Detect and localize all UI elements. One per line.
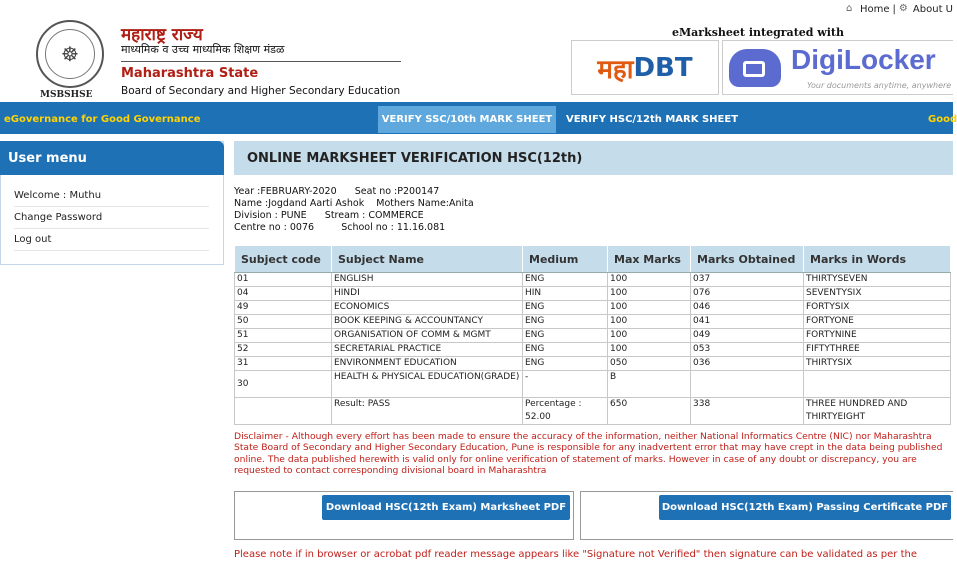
cell-marks-in-words: FORTYONE	[804, 315, 951, 329]
info-name: Name :Jogdand Aarti Ashok Mothers Name:Anita	[234, 198, 474, 209]
cell-marks-obtained	[691, 371, 804, 398]
digilocker-tagline: Your documents anytime, anywhere	[807, 81, 952, 90]
cell-subject-name: ENVIRONMENT EDUCATION	[332, 357, 523, 371]
marathi-subtitle: माध्यमिक व उच्च माध्यमिक शिक्षण मंडळ	[121, 43, 285, 56]
col-subject-code: Subject code	[235, 246, 332, 273]
sidebar-item-logout[interactable]: Log out	[14, 230, 209, 251]
cell-subject-code: 50	[235, 315, 332, 329]
cell-marks-in-words: FORTYSIX	[804, 301, 951, 315]
cell-subject-code: 31	[235, 357, 332, 371]
cell-medium: -	[523, 371, 608, 398]
cell-subject-name: ECONOMICS	[332, 301, 523, 315]
cell-marks-obtained: 053	[691, 343, 804, 357]
col-max-marks: Max Marks	[608, 246, 691, 273]
cell-subject-name: SECRETARIAL PRACTICE	[332, 343, 523, 357]
cell-marks-obtained: 076	[691, 287, 804, 301]
info-year-seat: Year :FEBRUARY-2020 Seat no :P200147	[234, 186, 440, 197]
disclaimer-text: Disclaimer - Although every effort has been made to ensure the accuracy of the information, neither National Informatics Centre (NIC) nor Maharashtra State Board of Secondary and Higher Secondary Education, Pune is responsible for any inadvertent error that may have crept in the data being published online. The data published herewith is valid only for online verification of statement of marks. However in case of any doubt or discrepancy, you are requested to contact corresponding divisional board in Maharashtra	[234, 431, 943, 476]
cell-subject-name: ENGLISH	[332, 273, 523, 287]
cell-subject-code: 49	[235, 301, 332, 315]
top-links	[846, 0, 953, 18]
home-link[interactable]: Home	[860, 3, 890, 15]
cell-medium: ENG	[523, 301, 608, 315]
table-row	[235, 343, 951, 357]
result-cell-subject-name: Result: PASS	[332, 398, 523, 425]
table-row	[235, 301, 951, 315]
cell-medium: HIN	[523, 287, 608, 301]
digilocker-wordmark: DigiLocker	[791, 44, 936, 75]
cell-medium: ENG	[523, 329, 608, 343]
cell-marks-obtained: 037	[691, 273, 804, 287]
col-marks-obtained: Marks Obtained	[691, 246, 804, 273]
cell-subject-code: 04	[235, 287, 332, 301]
board-seal-logo	[36, 20, 104, 88]
cell-subject-name: HINDI	[332, 287, 523, 301]
nav-slogan-right: Good	[928, 114, 957, 125]
table-header-row	[235, 246, 951, 273]
about-link[interactable]: About U	[912, 3, 953, 15]
cell-marks-in-words	[804, 371, 951, 398]
digilocker-logo[interactable]	[722, 40, 953, 95]
header-divider	[121, 61, 401, 62]
table-row	[235, 357, 951, 371]
cell-marks-in-words: SEVENTYSIX	[804, 287, 951, 301]
download-marksheet-button[interactable]: Download HSC(12th Exam) Marksheet PDF	[322, 495, 570, 520]
download-certificate-button[interactable]: Download HSC(12th Exam) Passing Certificate PDF	[659, 495, 951, 520]
cell-medium: ENG	[523, 343, 608, 357]
page-title: ONLINE MARKSHEET VERIFICATION HSC(12th)	[234, 141, 953, 175]
cell-subject-code: 30	[235, 371, 332, 398]
table-row	[235, 287, 951, 301]
cell-max-marks: 050	[608, 357, 691, 371]
seal-caption: MSBSHSE	[40, 90, 93, 100]
result-cell-marks-in-words: THREE HUNDRED AND THIRTYEIGHT	[804, 398, 951, 425]
cell-max-marks: 100	[608, 329, 691, 343]
cell-marks-in-words: THIRTYSEVEN	[804, 273, 951, 287]
cell-marks-obtained: 036	[691, 357, 804, 371]
col-marks-in-words: Marks in Words	[804, 246, 951, 273]
cell-marks-in-words: FIFTYTHREE	[804, 343, 951, 357]
sidebar-item-change-password[interactable]: Change Password	[14, 208, 209, 229]
mahadbt-logo-part2: DBT	[633, 52, 693, 83]
emarksheet-caption: eMarksheet integrated with	[672, 26, 845, 39]
cell-subject-code: 51	[235, 329, 332, 343]
cell-max-marks: 100	[608, 301, 691, 315]
result-cell-subject-code	[235, 398, 332, 425]
english-subtitle: Board of Secondary and Higher Secondary Education	[121, 85, 401, 97]
cell-max-marks: 100	[608, 315, 691, 329]
tab-verify-ssc[interactable]: VERIFY SSC/10th MARK SHEET	[378, 106, 556, 133]
cell-subject-name: BOOK KEEPING & ACCOUNTANCY	[332, 315, 523, 329]
result-cell-marks-obtained: 338	[691, 398, 804, 425]
result-cell-max-marks: 650	[608, 398, 691, 425]
cell-max-marks: B	[608, 371, 691, 398]
cell-marks-obtained: 049	[691, 329, 804, 343]
cell-marks-in-words: THIRTYSIX	[804, 357, 951, 371]
info-centre-school: Centre no : 0076 School no : 11.16.081	[234, 222, 446, 233]
signature-note: Please note if in browser or acrobat pdf reader message appears like "Signature not Verified" then signature can be validated as per the	[234, 549, 918, 560]
top-links-separator: |	[892, 3, 896, 15]
cell-marks-in-words: FORTYNINE	[804, 329, 951, 343]
result-cell-medium: Percentage : 52.00	[523, 398, 608, 425]
cell-medium: ENG	[523, 315, 608, 329]
info-division-stream: Division : PUNE Stream : COMMERCE	[234, 210, 424, 221]
home-icon: ⌂	[846, 3, 853, 14]
table-row	[235, 371, 951, 398]
mahadbt-logo-part1: महा	[597, 54, 634, 85]
user-menu-title: User menu	[0, 141, 224, 175]
cell-max-marks: 100	[608, 287, 691, 301]
cell-subject-name: ORGANISATION OF COMM & MGMT	[332, 329, 523, 343]
cell-subject-code: 01	[235, 273, 332, 287]
cell-medium: ENG	[523, 357, 608, 371]
cell-subject-name: HEALTH & PHYSICAL EDUCATION(GRADE)	[332, 371, 523, 398]
mahadbt-logo[interactable]	[571, 40, 719, 95]
table-row	[235, 315, 951, 329]
cell-marks-obtained: 041	[691, 315, 804, 329]
cell-max-marks: 100	[608, 343, 691, 357]
seal-emblem-icon: ☸	[45, 29, 95, 79]
marathi-title: महाराष्ट्र राज्य	[121, 25, 203, 45]
cell-max-marks: 100	[608, 273, 691, 287]
col-subject-name: Subject Name	[332, 246, 523, 273]
digilocker-cloud-icon	[729, 49, 781, 87]
tab-verify-hsc[interactable]: VERIFY HSC/12th MARK SHEET	[565, 114, 739, 125]
marks-table	[234, 245, 951, 425]
sidebar-item-welcome: Welcome : Muthu	[14, 186, 209, 207]
cell-subject-code: 52	[235, 343, 332, 357]
english-title: Maharashtra State	[121, 66, 259, 81]
cell-medium: ENG	[523, 273, 608, 287]
about-icon: ⚙	[898, 3, 908, 14]
cell-marks-obtained: 046	[691, 301, 804, 315]
result-row	[235, 398, 951, 425]
table-row	[235, 329, 951, 343]
col-medium: Medium	[523, 246, 608, 273]
nav-slogan: eGovernance for Good Governance	[4, 114, 201, 125]
table-row	[235, 273, 951, 287]
